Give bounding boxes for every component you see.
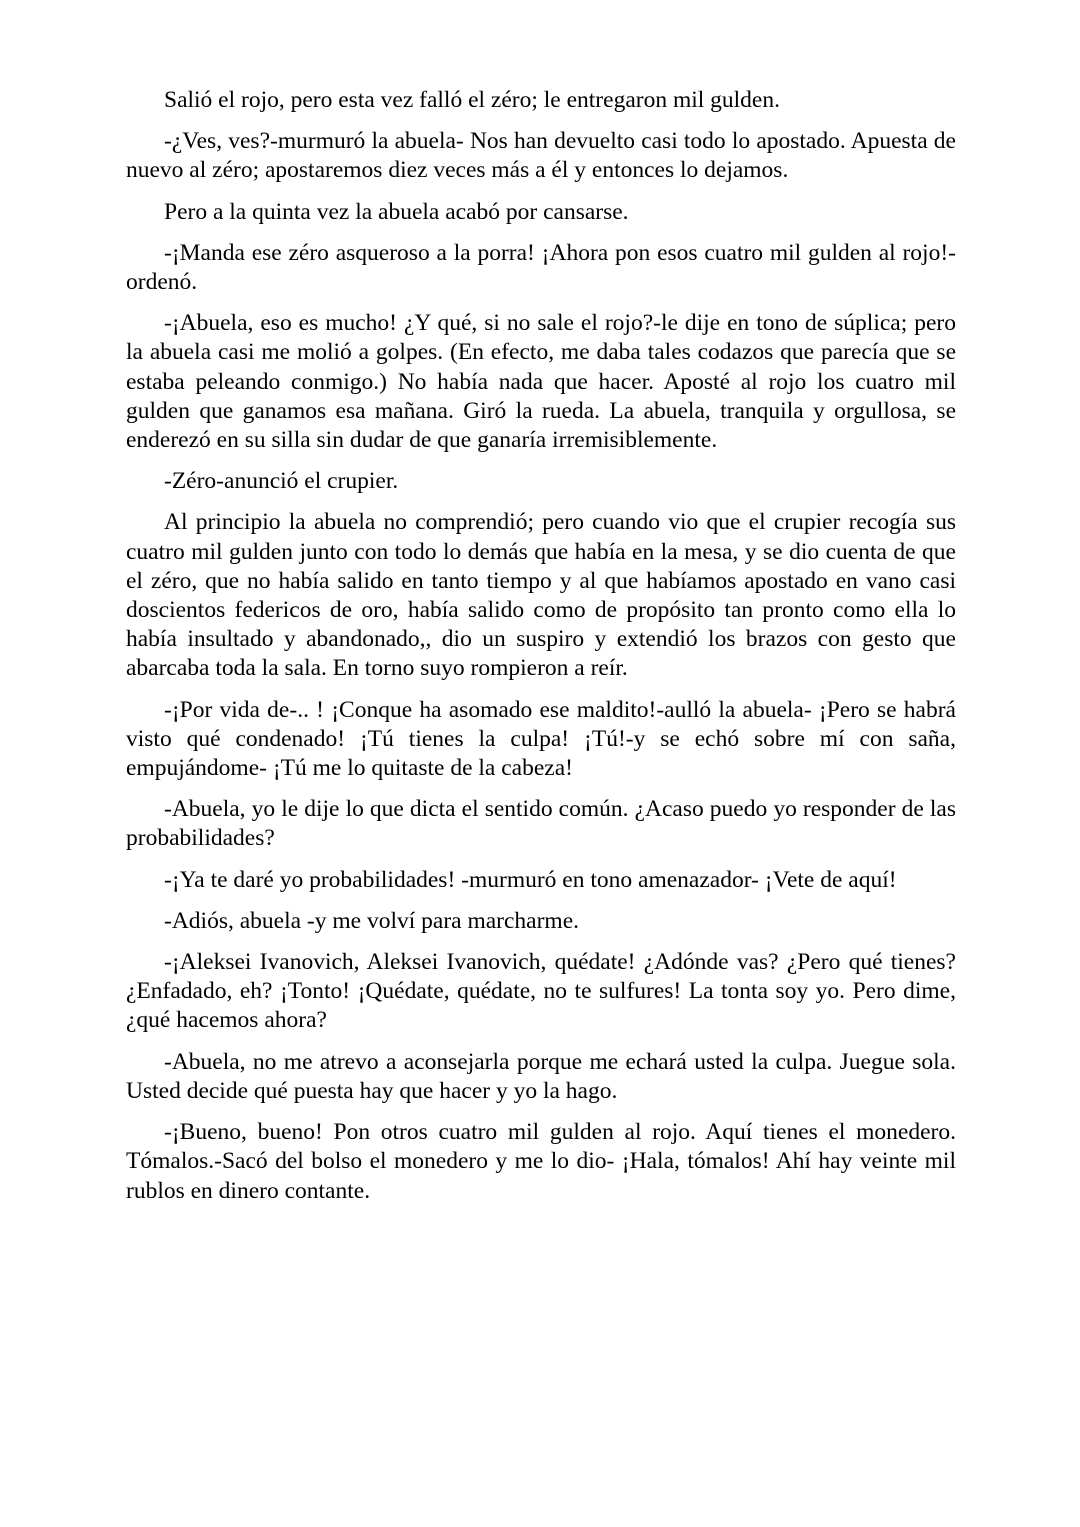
paragraph: -Zéro-anunció el crupier. — [164, 468, 399, 495]
paragraph: -¡Ya te daré yo probabilidades! -murmuró en tono amenazador- ¡Vete de aquí! — [164, 866, 897, 893]
paragraph: Pero a la quinta vez la abuela acabó por cansarse. — [164, 198, 629, 225]
paragraph: -¡Abuela, eso es mucho! ¿Y qué, si no sale el rojo?-le dije en tono de súplica; pero la abuela casi me molió a golpes. (En efecto, me daba tales codazos que parecía que se estaba peleando conmigo.) No había nada que hacer. Aposté al rojo los cuatro mil gulden que ganamos esa mañana. Giró la rueda. La abuela, tranquila y orgullosa, se enderezó en su silla sin dudar de que ganaría irremisiblemente. — [126, 310, 956, 454]
paragraph: Al principio la abuela no comprendió; pero cuando vio que el crupier recogía sus cuatro mil gulden junto con todo lo demás que había en la mesa, y se dio cuenta de que el zéro, que no había salido en tanto tiempo y al que habíamos apostado en vano casi doscientos federicos de oro, había salido como de propósito tan pronto como ella lo había insultado y abandonado,, dio un suspiro y extendió los brazos con gesto que abarcaba toda la sala. En torno suyo rompieron a reír. — [126, 509, 956, 682]
paragraph: -Abuela, yo le dije lo que dicta el sentido común. ¿Acaso puedo yo responder de las probabilidades? — [126, 796, 956, 852]
paragraph: -¿Ves, ves?-murmuró la abuela- Nos han devuelto casi todo lo apostado. Apuesta de nuevo al zéro; apostaremos diez veces más a él y entonces lo dejamos. — [126, 128, 956, 184]
paragraph: -¡Aleksei Ivanovich, Aleksei Ivanovich, quédate! ¿Adónde vas? ¿Pero qué tienes? ¿Enfadado, eh? ¡Tonto! ¡Quédate, quédate, no te sulfures! La tonta soy yo. Pero dime, ¿qué hacemos ahora? — [126, 949, 956, 1034]
paragraph: -Adiós, abuela -y me volví para marcharme. — [164, 907, 580, 934]
paragraph: Salió el rojo, pero esta vez falló el zéro; le entregaron mil gulden. — [164, 87, 780, 113]
body-text-column — [126, 86, 956, 1206]
paragraph: -¡Manda ese zéro asqueroso a la porra! ¡Ahora pon esos cuatro mil gulden al rojo!-ordenó. — [126, 239, 956, 296]
paragraph: -Abuela, no me atrevo a aconsejarla porque me echará usted la culpa. Juegue sola. Usted decide qué puesta hay que hacer y yo la hago. — [126, 1048, 956, 1104]
paragraph: -¡Bueno, bueno! Pon otros cuatro mil gulden al rojo. Aquí tienes el monedero. Tómalos.-Sacó del bolso el monedero y me lo dio- ¡Hala, tómalos! Ahí hay veinte mil rublos en dinero contante. — [126, 1119, 956, 1204]
paragraph: -¡Por vida de-.. ! ¡Conque ha asomado ese maldito!-aulló la abuela- ¡Pero se habrá visto qué condenado! ¡Tú tienes la culpa! ¡Tú!-y se echó sobre mí con saña, empujándome- ¡Tú me lo quitaste de la cabeza! — [126, 696, 956, 782]
